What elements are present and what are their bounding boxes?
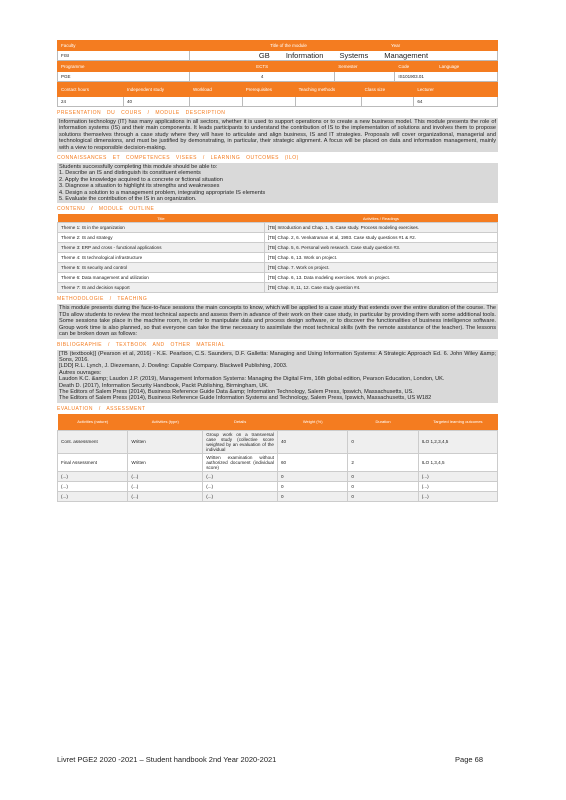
header-faculty-value: FISI [58,51,190,61]
bibliography-box [57,350,498,403]
eval-nature: (...) [58,491,128,501]
methodology-text: This module presents during the face-to-face sessions the main concepts to know, which will be applied to a case study that extends over the entire duration of the course. The TDs allow students to review the most technical aspects and assess them in advance of their work on their case study, in particular by providing them with some additional tools. Some sessions take place in the machine room, in order to manipulate data and process design software, or to discover the functionalities of business intelligence software. Group work time is also planned, so that everyone can take the time necessary to assimilate the most technical skills (with the remote assistance of the teacher). The lessons can be broken down as follows: [59,305,496,338]
eval-details: (...) [203,491,278,501]
language-label: Language [436,62,498,72]
outline-theme: Theme 3: ERP and cross - functional applications [58,243,265,253]
outcomes-intro: Students successfully completing this module should be able to: [59,164,218,171]
eval-col-outcomes: Targeted learning outcomes [418,414,497,431]
programme-label: Programme [58,62,190,72]
eval-details: Group work on a transversal case study (collective score weighted by an evaluation of the individual [203,430,278,453]
workload-label: Workload [190,83,243,97]
class-size-label: Class size [361,83,414,97]
independent-study-label: Independent study [124,83,190,97]
workload-table [57,82,498,107]
bibliography-entry: The Editors of Salem Press (2014), Business Reference Guide Information Systems and Technology, Salem Press, Ipswich, Massachusetts, US W182 [59,395,432,402]
eval-type: Written [128,430,203,453]
teaching-methods-label: Teaching methods [295,83,361,97]
eval-outcomes: ILO 1,3,4,5 [418,453,497,471]
module-title: GB Information Systems Management [190,51,498,61]
eval-weight: 0 [277,481,347,491]
presentation-text: Information technology (IT) has many applications in all sectors, whether it is used to support operations or to create a new business model. This module presents the role of information systems (IS) and their main components. It leads participants to understand the contribution of IS to the implementation of solutions and involves them to propose solutions themselves through a case study where they will have to articulate and align business, IS and IT strategies. Proposals will cover organizational, managerial and technological dimensions, and must be justified by demonstrating, in particular, their strategic alignment. A focus will be placed on data and information management, mainly with a view to responsible decision-making. [59,119,496,151]
semester-label: Semester [335,62,395,72]
eval-type: (...) [128,491,203,501]
outcome-item: 5. Evaluate the contribution of the IS in an organization. [59,196,197,203]
bibliography-entry: [TB (textbook)] (Pearson et al, 2016) - K.E. Pearlson, C.S. Saunders, D.F. Galletta: Managing and Using Information Systems: A Strategic Approach Ed. 6. John Wiley &amp; Sons, 2016. [59,350,496,363]
table-row [58,223,498,233]
bibliography-entry: Laudon K.C. &amp; Laudon J.P. (2019), Management Information Systems: Managing the Digital Firm, 16th global edition, Pearson Education, London, UK. [59,376,445,383]
table-row [58,481,498,491]
outline-theme: Theme 7: IS and decision support [58,283,265,293]
table-row [58,491,498,501]
outline-theme: Theme 5: IS security and control [58,263,265,273]
eval-nature: Cont. assessment [58,430,128,453]
header-title-label: Title of the module [190,41,388,51]
bibliography-entry: The Editors of Salem Press (2014), Business Reference Guide Data &amp; Information Technology, Salem Press, Ipswich, Massachusetts, US. [59,388,414,395]
outcome-item: 1. Describe an IS and distinguish its constituent elements [59,170,201,177]
outline-heading: CONTENU / MODULE OUTLINE [57,206,155,213]
header-row-2 [58,51,498,61]
outline-table [57,214,498,293]
evaluation-heading: EVALUATION / ASSESSMENT [57,405,146,412]
eval-outcomes: (...) [418,471,497,481]
eval-duration: 0 [348,471,418,481]
bibliography-entry: [LDD] R.L. Lynch, J. Diezemann, J. Dowling: Capable Company. Blackwell Publishing, 2003. [59,363,288,370]
code-label: Code [395,62,436,72]
outline-col-title: Title [58,214,265,223]
table-row [58,283,498,293]
contact-hours-value: 24 [58,97,124,107]
outline-col-activities: Activities / Readings [264,214,497,223]
eval-weight: 0 [277,471,347,481]
eval-col-duration: Duration [348,414,418,431]
header-row-6 [58,97,498,107]
ects-value: 4 [190,72,335,82]
outline-activity: [TB] Chap. 2, 6. Venkatraman et al, 1993. Case study questions #1 & #2. [264,233,497,243]
header-year-label: Year [388,41,498,51]
presentation-heading: PRESENTATION DU COURS / MODULE DESCRIPTION [57,110,226,116]
outline-header-row [58,214,498,223]
outcomes-box [57,163,498,203]
contact-hours-label: Contact hours [58,83,124,97]
outline-activity: [TB] Introduction and Chap. 1, 5. Case study. Process modeling exercises. [264,223,497,233]
eval-duration: 2 [348,453,418,471]
workload-value: 64 [414,97,498,107]
header-row-4 [58,72,498,82]
module-sheet [57,40,498,502]
eval-col-type: Activities (type) [128,414,203,431]
outline-theme: Theme 6: Data management and utilization [58,273,265,283]
page-number: Page 68 [455,755,483,764]
eval-weight: 40 [277,430,347,453]
eval-nature: (...) [58,471,128,481]
eval-details: (...) [203,481,278,491]
prerequisites-label: Prerequisites [242,83,295,97]
outcome-item: 4. Design a solution to a management problem, integrating appropriate IS elements [59,189,266,196]
outcome-item: 3. Diagnose a situation to highlight its strengths and weaknesses [59,183,220,190]
eval-type: Written [128,453,203,471]
header-row-3 [58,62,498,72]
eval-weight: 60 [277,453,347,471]
outcomes-heading: CONNAISSANCES ET COMPETENCES VISEES / LEARNING OUTCOMES (ILO) [57,155,299,162]
eval-nature: Final Assessment [58,453,128,471]
outline-activity: [TB] Chap. 8, 11, 12. Case study question #4. [264,283,497,293]
independent-study-value: 40 [124,97,190,107]
code-value: IS101903.01 [395,72,498,82]
table-row [58,253,498,263]
evaluation-table [57,414,498,502]
header-faculty-label: Faculty [58,41,190,51]
eval-col-weight: Weight (%) [277,414,347,431]
eval-outcomes: (...) [418,491,497,501]
table-row [58,471,498,481]
outline-theme: Theme 4: IS technological infrastructure [58,253,265,263]
programme-value: PGE [58,72,190,82]
table-row [58,263,498,273]
table-row [58,273,498,283]
outline-theme: Theme 1: IS in the organization [58,223,265,233]
module-header-table [57,40,498,61]
outline-activity: [TB] Chap. 6, 13. Data modeling exercises. Work on project. [264,273,497,283]
page-footer [57,755,483,764]
eval-duration: 0 [348,430,418,453]
outline-activity: [TB] Chap. 6, 13. Work on project. [264,253,497,263]
header-row-5 [58,83,498,97]
methodology-heading: METHODOLOGIE / TEACHING [57,296,148,303]
eval-type: (...) [128,481,203,491]
outline-activity: [TB] Chap. 5, 6. Personal web research. Case study question #3. [264,243,497,253]
footer-handbook-title: Livret PGE2 2020 -2021 – Student handbook 2nd Year 2020-2021 [57,755,277,764]
eval-duration: 0 [348,481,418,491]
eval-col-nature: Activities (nature) [58,414,128,431]
table-row [58,453,498,471]
module-info-table [57,61,498,82]
evaluation-header-row [58,414,498,431]
outline-activity: [TB] Chap. 7. Work on project. [264,263,497,273]
table-row [58,243,498,253]
eval-nature: (...) [58,481,128,491]
eval-col-details: Details [203,414,278,431]
eval-details: (...) [203,471,278,481]
outcome-item: 2. Apply the knowledge acquired to a concrete or fictional situation [59,176,223,183]
outline-theme: Theme 2: IS and strategy [58,233,265,243]
eval-outcomes: ILO 1,2,3,4,5 [418,430,497,453]
bibliography-entry: Autres ouvrages: [59,369,102,376]
eval-duration: 0 [348,491,418,501]
table-row [58,430,498,453]
eval-details: Written examination without authorized document (individual score) [203,453,278,471]
table-row [58,233,498,243]
bibliography-entry: Death D. (2017), Information Security Handbook, Packt Publishing, Birmingham, UK. [59,382,269,389]
lecturer-label: Lecturer [414,83,498,97]
eval-outcomes: (...) [418,481,497,491]
ects-label: ECTS [190,62,335,72]
eval-type: (...) [128,471,203,481]
eval-weight: 0 [277,491,347,501]
bibliography-heading: BIBLIOGRAPHIE / TEXTBOOK AND OTHER MATERIAL [57,341,226,348]
header-row-1 [58,41,498,51]
